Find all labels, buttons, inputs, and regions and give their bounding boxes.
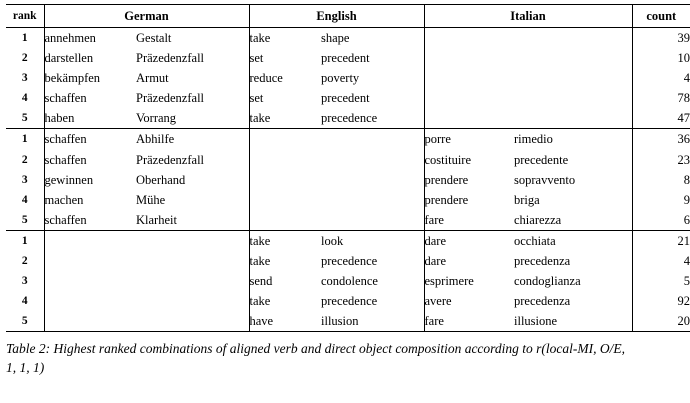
cell-italian-object	[514, 88, 632, 108]
table-row	[6, 230, 690, 251]
cell-english-verb: take	[249, 291, 321, 311]
cell-german-verb: schaffen	[44, 88, 136, 108]
cell-german-verb	[44, 291, 136, 311]
cell-german-verb: gewinnen	[44, 170, 136, 190]
cell-italian-object	[514, 48, 632, 68]
cell-german-verb: annehmen	[44, 28, 136, 49]
cell-german-verb: bekämpfen	[44, 68, 136, 88]
column-header-italian: Italian	[424, 5, 632, 28]
cell-italian-verb: costituire	[424, 150, 514, 170]
cell-german-verb	[44, 251, 136, 271]
cell-count: 5	[683, 274, 690, 289]
cell-italian-verb: fare	[424, 311, 514, 332]
cell-italian-object: precedente	[514, 150, 632, 170]
table-caption: Table 2: Highest ranked combinations of aligned verb and direct object composition according to r(local-MI, O/E, 1, 1, 1)	[6, 341, 626, 376]
cell-german-verb: schaffen	[44, 210, 136, 231]
cell-english-verb: have	[249, 311, 321, 332]
cell-italian-verb: esprimere	[424, 271, 514, 291]
cell-english-verb	[249, 129, 321, 150]
cell-english-verb: reduce	[249, 68, 321, 88]
table-row	[6, 291, 690, 311]
cell-rank: 1	[21, 32, 28, 44]
cell-italian-object: chiarezza	[514, 210, 632, 231]
table-row	[6, 48, 690, 68]
cell-italian-object: precedenza	[514, 251, 632, 271]
cell-count: 92	[677, 294, 690, 309]
column-header-german: German	[44, 5, 249, 28]
cell-german-verb: darstellen	[44, 48, 136, 68]
cell-rank: 4	[21, 92, 28, 105]
cell-english-object	[321, 190, 424, 210]
cell-italian-object	[514, 108, 632, 129]
cell-english-object: precedence	[321, 254, 378, 269]
cell-italian-object	[514, 68, 632, 88]
cell-rank: 3	[21, 173, 28, 186]
column-header-english: English	[249, 5, 424, 28]
cell-german-object	[136, 251, 249, 271]
cell-english-verb	[249, 210, 321, 231]
cell-english-verb	[249, 190, 321, 210]
cell-count: 4	[683, 254, 690, 269]
cell-english-verb: send	[249, 271, 321, 291]
cell-english-verb	[249, 150, 321, 170]
table-row	[6, 190, 690, 210]
column-header-rank: rank	[6, 5, 44, 28]
cell-german-object: Mühe	[136, 192, 166, 207]
table-row	[6, 129, 690, 150]
cell-italian-verb	[424, 48, 514, 68]
cell-italian-object: illusione	[514, 311, 632, 332]
cell-english-verb	[249, 170, 321, 190]
table-row	[6, 170, 690, 190]
table-row	[6, 311, 690, 332]
cell-english-object: shape	[321, 31, 350, 45]
cell-german-object: Abhilfe	[136, 129, 249, 150]
cell-count: 21	[632, 230, 690, 251]
cell-count: 9	[683, 192, 690, 207]
cell-english-object: precedent	[321, 51, 370, 66]
cell-rank: 2	[21, 255, 28, 268]
cell-rank: 3	[21, 72, 28, 85]
table-row	[6, 88, 690, 108]
results-table	[6, 4, 690, 332]
cell-german-object: Vorrang	[136, 111, 177, 126]
cell-german-object: Gestalt	[136, 31, 172, 45]
cell-italian-object: occhiata	[514, 230, 632, 251]
cell-english-object	[321, 150, 424, 170]
cell-rank: 4	[21, 295, 28, 308]
cell-german-object	[136, 271, 249, 291]
cell-italian-verb	[424, 88, 514, 108]
cell-italian-object: rimedio	[514, 129, 632, 150]
cell-italian-verb: fare	[424, 210, 514, 231]
cell-german-verb	[44, 311, 136, 332]
cell-count: 36	[632, 129, 690, 150]
cell-german-object	[136, 311, 249, 332]
cell-rank: 4	[21, 193, 28, 206]
cell-english-object: illusion	[321, 311, 424, 332]
cell-german-object	[136, 230, 249, 251]
cell-italian-object: briga	[514, 190, 632, 210]
cell-german-verb: schaffen	[44, 150, 136, 170]
cell-english-verb: take	[249, 108, 321, 129]
cell-italian-verb: prendere	[424, 190, 514, 210]
cell-german-verb: haben	[44, 108, 136, 129]
cell-italian-object	[514, 28, 632, 49]
cell-italian-verb: porre	[424, 129, 514, 150]
cell-german-object: Armut	[136, 71, 169, 86]
cell-german-verb: machen	[44, 190, 136, 210]
cell-italian-verb	[424, 68, 514, 88]
cell-count: 10	[677, 51, 690, 66]
cell-german-object: Präzedenzfall	[136, 51, 205, 66]
table-row	[6, 68, 690, 88]
cell-english-verb: take	[249, 28, 321, 49]
cell-rank: 1	[6, 230, 44, 251]
cell-english-verb: set	[249, 48, 321, 68]
cell-rank: 1	[6, 129, 44, 150]
cell-rank: 5	[21, 213, 28, 226]
cell-english-verb: take	[249, 230, 321, 251]
cell-italian-verb: avere	[424, 291, 514, 311]
cell-italian-verb	[424, 108, 514, 129]
table-row	[6, 251, 690, 271]
cell-italian-object: precedenza	[514, 291, 632, 311]
cell-german-verb: schaffen	[44, 129, 136, 150]
cell-count: 47	[677, 111, 690, 126]
cell-english-object: poverty	[321, 71, 360, 86]
table-row	[6, 28, 690, 49]
cell-rank: 5	[21, 112, 28, 125]
cell-english-object: precedent	[321, 91, 370, 106]
cell-english-object	[321, 170, 424, 190]
cell-german-object	[136, 291, 249, 311]
cell-count: 23	[677, 152, 690, 167]
cell-german-verb	[44, 230, 136, 251]
table-row	[6, 108, 690, 129]
cell-count: 20	[632, 311, 690, 332]
cell-english-verb: set	[249, 88, 321, 108]
cell-count: 39	[677, 31, 690, 45]
cell-german-object: Klarheit	[136, 212, 177, 227]
cell-english-object: look	[321, 230, 424, 251]
cell-count: 6	[683, 212, 690, 227]
cell-german-verb	[44, 271, 136, 291]
table-header-row	[6, 5, 690, 28]
cell-english-object	[321, 210, 424, 231]
cell-count: 8	[683, 172, 690, 187]
column-header-count: count	[632, 5, 690, 28]
cell-rank: 2	[21, 153, 28, 166]
cell-rank: 5	[6, 311, 44, 332]
cell-english-verb: take	[249, 251, 321, 271]
cell-german-object: Oberhand	[136, 172, 186, 187]
cell-count: 78	[677, 91, 690, 106]
cell-italian-object: sopravvento	[514, 170, 632, 190]
cell-german-object: Präzedenzfall	[136, 152, 205, 167]
cell-italian-verb	[424, 28, 514, 49]
cell-english-object: precedence	[321, 294, 378, 309]
table-row	[6, 150, 690, 170]
cell-english-object	[321, 129, 424, 150]
cell-count: 4	[683, 71, 690, 86]
cell-italian-object: condoglianza	[514, 271, 632, 291]
cell-italian-verb: dare	[424, 230, 514, 251]
table-row	[6, 271, 690, 291]
cell-english-object: condolence	[321, 274, 378, 289]
cell-german-object: Präzedenzfall	[136, 91, 205, 106]
cell-rank: 2	[21, 52, 28, 65]
cell-rank: 3	[21, 275, 28, 288]
cell-english-object: precedence	[321, 111, 378, 126]
cell-italian-verb: dare	[424, 251, 514, 271]
table-row	[6, 210, 690, 231]
table-body	[6, 28, 690, 332]
cell-italian-verb: prendere	[424, 170, 514, 190]
